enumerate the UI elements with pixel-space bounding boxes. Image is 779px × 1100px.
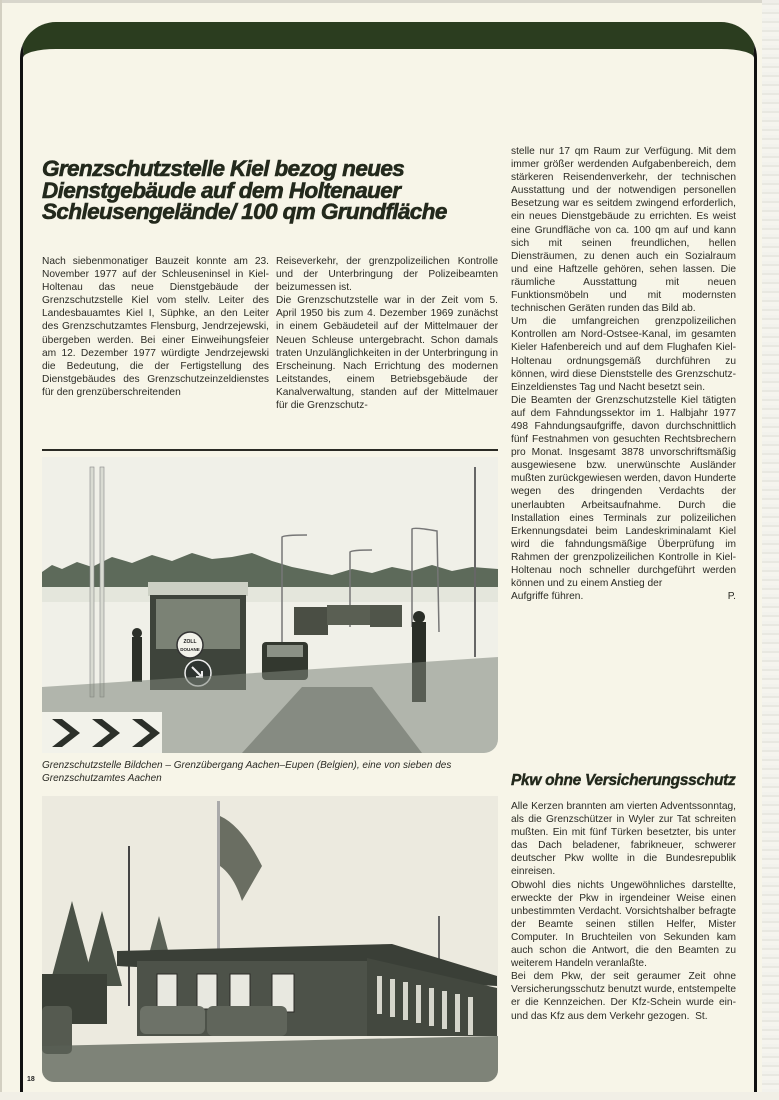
scan-edge-left — [0, 0, 2, 1100]
article-2-headline: Pkw ohne Versicherungsschutz — [511, 771, 736, 789]
article-headline: Grenzschutzstelle Kiel bezog neues Dienstgebäude auf dem Holtenauer Schleusengelände/ 100 qm Grundfläche — [42, 156, 447, 225]
photo-border-crossing-snow — [42, 457, 498, 753]
paragraph: Die Beamten der Grenzschutzstelle Kiel tätigten auf dem Fahndungssektor im 1. Halbjahr 1977 498 Fahndungsaufgriffe, davon durchschnittlich fünf Festnahmen von gesuchten Rechtsbrechern pro Monat. Insgesamt 3878 unvorschriftsmäßig ausgewiesene bzw. unerwünschte Ausländer mußten zurückgewiesen werden, davon Hunderte wegen des dringenden Verdachts der unerlaubten Arbeitsaufnahme. Durch die Installation eines Terminals zur polizeilichen Erkennungsdatei beim Landeskriminalamt Kiel wird die fahndungsmäßige Überprüfung im Rahmen der grenzpolizeilichen Kontrolle in Kiel-Holtenau noch schneller durchgeführt werden können und zu einem Anstieg der — [511, 394, 736, 590]
author-signature: St. — [695, 1010, 708, 1022]
svg-text:ZOLL: ZOLL — [183, 639, 197, 645]
page-number: 18 — [27, 1076, 35, 1083]
svg-text:DOUANE: DOUANE — [180, 647, 200, 652]
article-2-body — [511, 800, 736, 1023]
article-column-3 — [511, 145, 736, 603]
scan-edge-top — [0, 0, 779, 3]
paragraph: Um die umfangreichen grenzpolizeilichen Kontrollen am Nord-Ostsee-Kanal, im gesamten Kieler Hafenbereich und auf dem Flughafen Kiel-Holtenau ordnungsgemäß durchführen zu können, wird diese Dienststelle des Grenzschutz-Einzeldienstes Tag und Nacht besetzt sein. — [511, 316, 736, 393]
closing-line — [511, 590, 736, 603]
paragraph: stelle nur 17 qm Raum zur Verfügung. Mit dem immer größer werdenden Aufgabenbereich, dem stärkeren Reisendenverkehr, der technischen Ausstattung und der notwendigen personellen Besetzung war es seitdem zwingend erforderlich, ein neues Dienstgebäude zu errichten. Es weist eine Grundfläche von ca. 100 qm auf und kann sich mit seinen freundlichen, hellen Diensträumen, zu denen auch ein Sozialraum und eine Haftzelle gehören, sehen lassen. Die räumliche Ausstattung mit neuen Funktionsmöbeln und mit modernsten technischen Geräten runden das Bild ab. — [511, 146, 736, 315]
paragraph: Nach siebenmonatiger Bauzeit konnte am 23. November 1977 auf der Schleuseninsel in Kiel-Holtenau das neue Dienstgebäude der Grenzschutzstelle Kiel vom stellv. Leiter des Landesbauamtes Kiel I, Süphke, an den Leiter des Grenzschutzamtes Flensburg, Jendrzejewski, übergeben werden. Bei einer Einweihungsfeier am 12. Dezember 1977 würdigte Jendrzejewski die Bedeutung, die der Fertigstellung des Dienstgebäudes des Grenzschutzeinzeldienstes für den grenzüberschreitenden — [42, 256, 269, 398]
paragraph: Obwohl dies nichts Ungewöhnliches darstellte, erweckte der Pkw in irgendeiner Weise einen unbestimmten Verdacht. Vorsichtshalber befragte der Beamte seinen stillen Helfer, Mister Computer. In Bruchteilen von Sekunden kam auch schon die Antwort, die den Beamten zu weiterem Handeln veranlaßte. — [511, 879, 736, 970]
paragraph: Die Grenzschutzstelle war in der Zeit vom 5. April 1950 bis zum 4. Dezember 1969 zunächst in einem Gebäudeteil auf der Mittelmauer der Neuen Schleuse untergebracht. Schon damals traten Unzulänglichkeiten in der Unterbringung in Erscheinung. Nach Errichtung des modernen Leitstandes, einem Betriebsgebäude der Kanalverwaltung, standen auf der Mittelmauer für die Grenzschutz- — [276, 295, 498, 412]
author-signature: P. — [727, 591, 736, 603]
article-column-1 — [42, 255, 269, 399]
photo-caption: Grenzschutzstelle Bildchen – Grenzübergang Aachen–Eupen (Belgien), eine von sieben des Grenzschutzamtes Aachen — [42, 760, 452, 784]
section-divider — [42, 449, 498, 451]
paragraph-text: Bei dem Pkw, der seit geraumer Zeit ohne Versicherungsschutz benutzt wurde, entstempelte er die Kennzeichen. Der Kfz-Schein wurde ein- und das Kfz aus dem Verkehr gezogen. — [511, 971, 736, 1022]
paragraph — [511, 970, 736, 1022]
last-line: Aufgriffe führen. — [511, 591, 584, 603]
paragraph: Alle Kerzen brannten am vierten Adventssonntag, als die Grenzschützer in Wyler zur Tat schreiten mußten. Ein mit fünf Türken besetzter, bis unter das Dach beladener, fabrikneuer, schwerer deutscher Pkw wollte in die Bundesrepublik einreisen. — [511, 801, 736, 878]
scan-edge-bottom — [0, 1092, 779, 1100]
photo-border-station-building — [42, 796, 498, 1082]
paragraph: Reiseverkehr, der grenzpolizeilichen Kontrolle und der Unterbringung der Polizeibeamten beizumessen ist. — [276, 256, 498, 294]
article-column-2 — [276, 255, 498, 412]
scan-edge-right — [762, 0, 779, 1100]
